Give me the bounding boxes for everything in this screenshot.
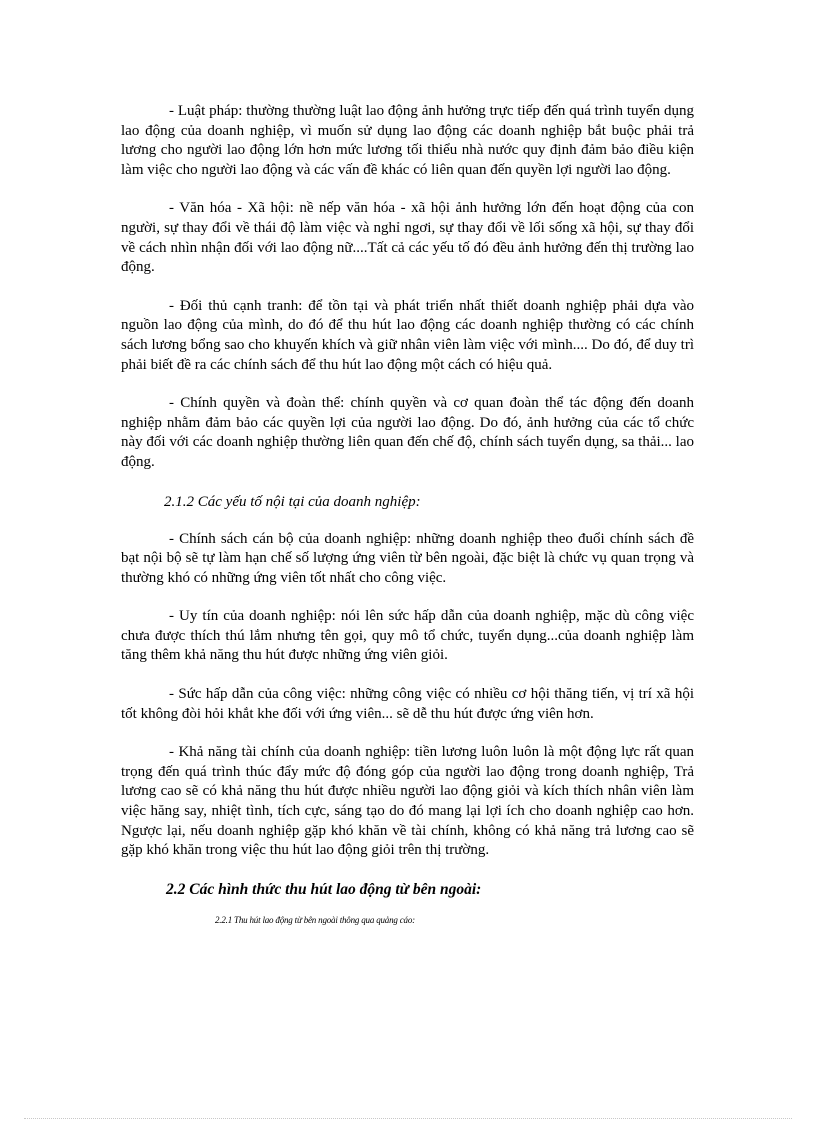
page-bottom-divider [24,1118,792,1119]
section-heading-2-2-1: 2.2.1 Thu hút lao động từ bên ngoài thông qua quảng cáo: [215,914,415,925]
paragraph-chinh-sach-can-bo: - Chính sách cán bộ của doanh nghiệp: những doanh nghiệp theo đuổi chính sách đề bạt nội bộ sẽ tự làm hạn chế số lượng ứng viên từ bên ngoài, đặc biệt là chức vụ quan trọng và thường khó có những ứng viên tốt nhất cho công việc. [121,530,694,586]
section-heading-2-1-2: 2.1.2 Các yếu tố nội tại của doanh nghiệp: [164,493,421,510]
paragraph-uy-tin: - Uy tín của doanh nghiệp: nói lên sức hấp dẫn của doanh nghiệp, mặc dù công việc chưa được thích thú lắm nhưng tên gọi, quy mô tổ chức, tuyển dụng...của doanh nghiệp làm tăng thêm khả năng thu hút được những ứng viên giỏi. [121,608,694,664]
paragraph-chinh-quyen-doan-the: - Chính quyền và đoàn thể: chính quyền và cơ quan đoàn thể tác động đến doanh nghiệp nhằm đảm bảo các quyền lợi của người lao động. Do đó, ảnh hưởng của các tổ chức này đối với các doanh nghiệp thường liên quan đến chế độ, chính sách tuyển dụng, sa thải... lao động. [121,395,694,470]
section-heading-2-2: 2.2 Các hình thức thu hút lao động từ bên ngoài: [166,880,482,898]
paragraph-kha-nang-tai-chinh: - Khả năng tài chính của doanh nghiệp: tiền lương luôn luôn là một động lực rất quan trọng đến quá trình thúc đẩy mức độ đóng góp của người lao động trong doanh nghiệp, Trả lương cao sẽ có khả năng thu hút được nhiều người lao động giỏi và kích thích nhân viên làm việc hăng say, nhiệt tình, tích cực, sáng tạo do đó mang lại lợi ích cho doanh nghiệp cao hơn. Ngược lại, nếu doanh nghiệp gặp khó khăn về tài chính, không có khả năng trả lương cao sẽ gặp khó khăn trong việc thu hút lao động giỏi trên thị trường. [121,744,694,859]
paragraph-doi-thu-canh-tranh: - Đối thủ cạnh tranh: để tồn tại và phát triển nhất thiết doanh nghiệp phải dựa vào nguồn lao động của mình, do đó để thu hút lao động các doanh nghiệp thường có các chính sách lương bổng sao cho khuyến khích và giữ nhân viên làm việc với mình.... Do đó, để duy trì phải biết đề ra các chính sách để thu hút lao động một cách có hiệu quả. [121,297,694,373]
page-content [121,102,694,926]
paragraph-luat-phap: - Luật pháp: thường thường luật lao động ảnh hưởng trực tiếp đến quá trình tuyển dụng lao động của doanh nghiệp, vì muốn sử dụng lao động các doanh nghiệp bắt buộc phải trả lương cho người lao động lớn hơn mức lương tối thiểu nhà nước quy định đảm bảo điều kiện làm việc cho người lao động và các vấn đề khác có liên quan đến quyền lợi người lao động. [121,103,694,178]
paragraph-suc-hap-dan: - Sức hấp dẫn của công việc: những công việc có nhiều cơ hội thăng tiến, vị trí xã hội tốt không đòi hỏi khắt khe đối với ứng viên... sẽ dễ thu hút được ứng viên hơn. [121,686,694,722]
paragraph-van-hoa-xa-hoi: - Văn hóa - Xã hội: nề nếp văn hóa - xã hội ảnh hưởng lớn đến hoạt động của con người, sự thay đổi về thái độ làm việc và nghỉ ngơi, sự thay đổi về lối sống xã hội, sự thay đổi về cách nhìn nhận đối với lao động nữ....Tất cả các yếu tố đó đều ảnh hưởng đến thị trường lao động. [121,200,694,276]
